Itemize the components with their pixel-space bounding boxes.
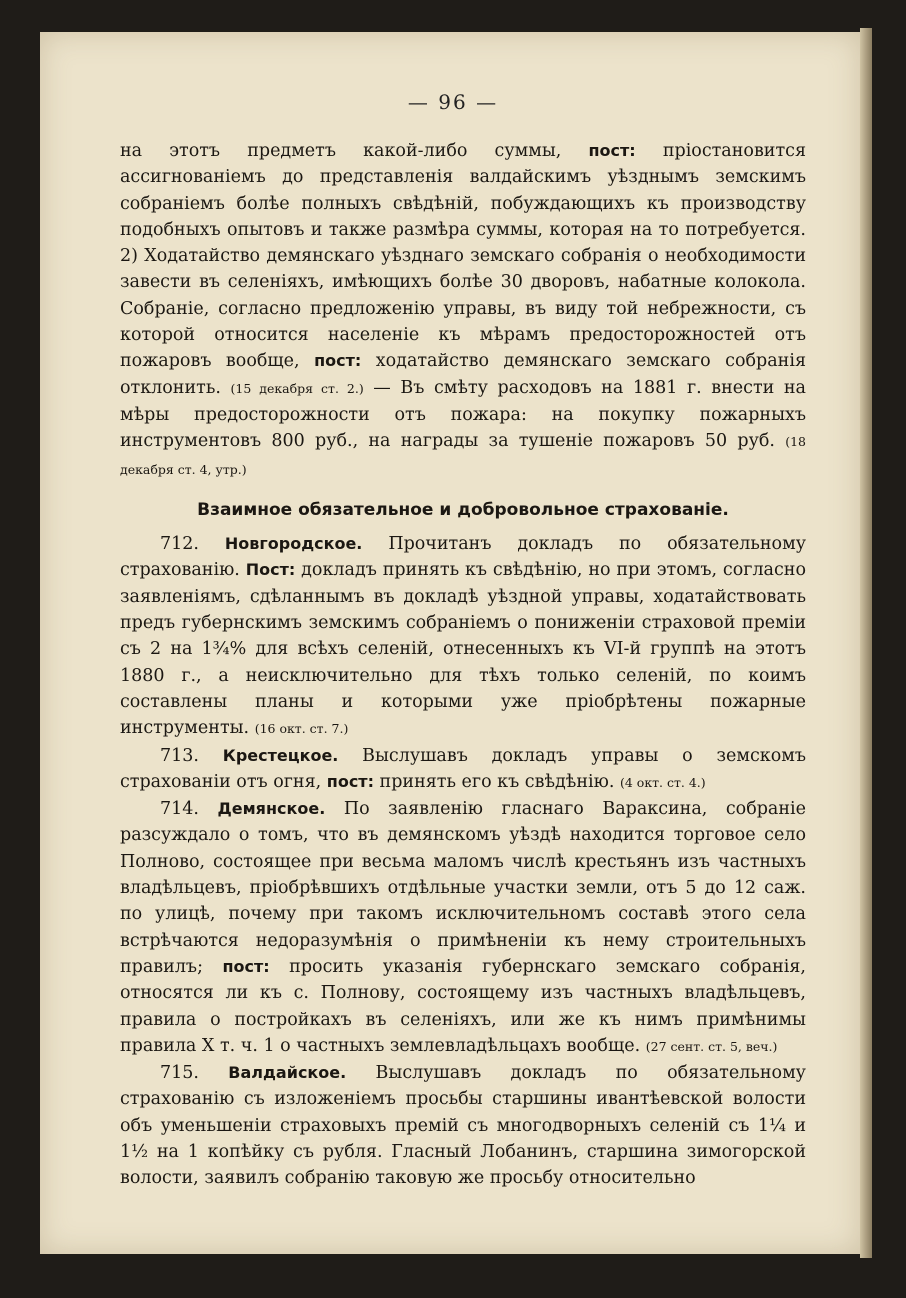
resolution-label: пост: bbox=[588, 141, 636, 160]
session-reference: (18 декабря ст. 4, утр.) bbox=[120, 434, 806, 477]
entry-number: 713. bbox=[160, 745, 199, 766]
entry-713 bbox=[120, 743, 806, 797]
page-number: — 96 — bbox=[407, 90, 499, 114]
entry-712 bbox=[120, 531, 806, 742]
book-spine-edge bbox=[860, 28, 872, 1258]
session-reference: (15 декабря ст. 2.) bbox=[230, 380, 364, 396]
entry-text: Прочитанъ докладъ по обязательному страхованію. bbox=[120, 534, 806, 581]
section-heading: Взаимное обязательное и добровольное страхованіе. bbox=[197, 499, 729, 520]
entry-text: докладъ принять къ свѣдѣнію, но при этомъ, согласно заявленіямъ, сдѣланнымъ въ докладѣ уѣздной управы, ходатайствовать предъ губернскимъ земскимъ собраніемъ о пониженіи страховой преміи съ 2 на 1¾% для всѣхъ селеній, отнесенныхъ къ VI-й группѣ на этотъ 1880 г., а неисключительно для тѣхъ только селеній, по коимъ составлены планы и которыми уже пріобрѣтены пожарные инструменты. bbox=[120, 560, 806, 739]
entry-number: 712. bbox=[160, 534, 199, 555]
entry-text: Выслушавъ докладъ по обязательному страхованію съ изложеніемъ просьбы старшины ивантѣевской волости объ уменьшеніи страховыхъ премій съ многодворныхъ селеній съ 1¼ и 1½ на 1 копѣйку съ рубля. Гласный Лобанинъ, старшина зимогорской волости, заявилъ собранію таковую же просьбу относительно bbox=[120, 1063, 806, 1189]
session-reference: (16 окт. ст. 7.) bbox=[254, 721, 349, 737]
entry-text: принять его къ свѣдѣнію. bbox=[379, 771, 615, 792]
resolution-label: пост: bbox=[314, 351, 362, 371]
entry-district: Валдайское. bbox=[228, 1063, 347, 1083]
entry-number: 715. bbox=[160, 1063, 199, 1084]
entry-district: Новгородское. bbox=[224, 534, 363, 554]
session-reference: (4 окт. ст. 4.) bbox=[619, 774, 706, 790]
entry-text: По заявленію гласнаго Вараксина, собраніе разсуждало о томъ, что въ демянскомъ уѣздѣ находится торговое село Полново, состоящее при весьма маломъ числѣ крестьянъ изъ частныхъ владѣльцевъ, пріобрѣвшихъ отдѣльные участки земли, отъ 5 до 12 саж. по улицѣ, почему при такомъ исключительномъ составѣ этого села встрѣчаются недоразумѣнія о примѣненіи къ нему строительныхъ правилъ; bbox=[120, 799, 806, 977]
session-reference: (27 сент. ст. 5, веч.) bbox=[645, 1038, 778, 1054]
entry-715 bbox=[120, 1060, 806, 1191]
page-body bbox=[120, 138, 806, 1192]
entry-number: 714. bbox=[160, 799, 199, 820]
entry-district: Крестецкое. bbox=[222, 745, 339, 765]
intro-text-2: пріостановится ассигнованіемъ до представленія валдайскимъ уѣзднымъ земскимъ собраніемъ болѣе полныхъ свѣдѣній, побуждающихъ къ производству подобныхъ опытовъ и также размѣра суммы, которая на то потребуется. 2) Ходатайство демянскаго уѣзднаго земскаго собранія о необходимости завести въ селеніяхъ, имѣющихъ болѣе 30 дворовъ, набатные колокола. Собраніе, согласно предложенію управы, въ виду той небрежности, съ которой относится населеніе къ мѣрамъ предосторожностей отъ пожаровъ вообще, bbox=[120, 141, 806, 372]
entry-district: Демянское. bbox=[217, 799, 326, 819]
intro-paragraph bbox=[120, 138, 806, 483]
intro-text-4: — Въ смѣту расходовъ на 1881 г. внести на мѣры предосторожности отъ пожара: на покупку пожарныхъ инструментовъ 800 руб., на награды за тушеніе пожаровъ 50 руб. bbox=[120, 377, 806, 452]
intro-text-3: ходатайство демянскаго земскаго собранія отклонить. bbox=[120, 351, 806, 398]
intro-text-1: на этотъ предметъ какой-либо суммы, bbox=[120, 141, 562, 161]
entry-text: Выслушавъ докладъ управы о земскомъ страхованіи отъ огня, bbox=[120, 745, 806, 792]
entry-text: просить указанія губернскаго земскаго собранія, относятся ли къ с. Полнову, состоящему изъ частныхъ владѣльцевъ, правила о постройкахъ въ селеніяхъ, или же къ нимъ примѣнимы правила X т. ч. 1 о частныхъ землевладѣльцахъ вообще. bbox=[120, 956, 806, 1056]
resolution-label: пост: bbox=[326, 771, 374, 791]
resolution-label: пост: bbox=[222, 956, 270, 976]
entry-714 bbox=[120, 796, 806, 1060]
resolution-label: Пост: bbox=[245, 560, 296, 580]
